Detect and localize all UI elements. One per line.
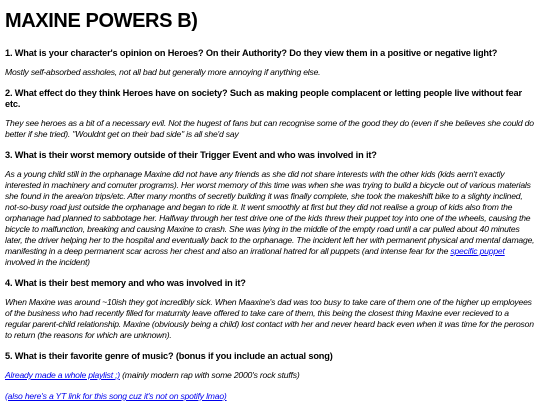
page-title: MAXINE POWERS B) xyxy=(5,10,198,32)
answer-1: Mostly self-absorbed assholes, not all bad but generally more annoying if anything else. xyxy=(5,67,321,77)
youtube-link[interactable]: (also here's a YT link for this song cuz it's not on spotify lmao) xyxy=(5,391,227,401)
question-2: 2. What effect do they think Heroes have on society? Such as making people complacent or letting people live without fear etc. xyxy=(5,88,522,109)
question-4: 4. What is their best memory and who was involved in it? xyxy=(5,278,246,288)
specific-puppet-link[interactable]: specific puppet xyxy=(450,246,505,256)
answer-3-text: As a young child still in the orphanage Maxine did not have any friends as she did not share interests with the other kids (kids aern't exactly interested in machinery and comuter programs). Her worst memory of this time was when she was trying to build a bicycle out of various materials she found in the area/on trips/etc. After many months of secretly building it was finally complete, she took the makeshift bike to a slighty inclined, not-so-busy road just outside the orphanage and began to ride it. It went smoothly at first but they did not realise a group of kids also from the orphanage had planned to sabbotage her. Halfway through her test drive one of the kids threw their puppet toy into one of the wheels, causing the bicycle to malfunction, breaking and causing Maxine to crash. She was lying in the middle of the empty road until a car pulled about 40 minutes later, the driver helping her to the hospital and eventually back to the orphanage. The incident left her with permanent physical and mental damage, manifesting in a deep permanent scar across her chest and also an irrational hatred for all puppets (and intense fear for the xyxy=(5,169,535,256)
question-5: 5. What is their favorite genre of music? (bonus if you include an actual song) xyxy=(5,351,333,361)
answer-5-text: (mainly modern rap with some 2000's rock stuffs) xyxy=(119,370,300,380)
playlist-link[interactable]: Already made a whole playlist ;) xyxy=(5,370,120,380)
answer-5 xyxy=(5,370,535,381)
answer-2: They see heroes as a bit of a necessary evil. Not the hugest of fans but can recognise some of the good they do (even if she believes she could do better if she tried). "Wouldnt get on their bad side" is all she'd say xyxy=(5,118,534,139)
question-3: 3. What is their worst memory outside of their Trigger Event and who was involved in it? xyxy=(5,150,377,160)
answer-3-text-end: involved in the incident) xyxy=(5,257,90,267)
answer-5-extra xyxy=(5,391,535,402)
answer-4: When Maxine was around ~10ish they got incredibly sick. When Maaxine's dad was too busy to take care of them one of the higher up employees of the business who had recently filled for maturnity leave offered to take care of them, this being the closest thing Maxine ever recieved to a regular parent-child relationship. Maxine (obviously being a child) lost contact with her and never heard back even when it was time for the peroson to return (the reasons for which are unknown). xyxy=(5,297,534,340)
question-1: 1. What is your character's opinion on Heroes? On their Authority? Do they view them in a positive or negative light? xyxy=(5,48,498,58)
answer-3 xyxy=(5,169,535,268)
